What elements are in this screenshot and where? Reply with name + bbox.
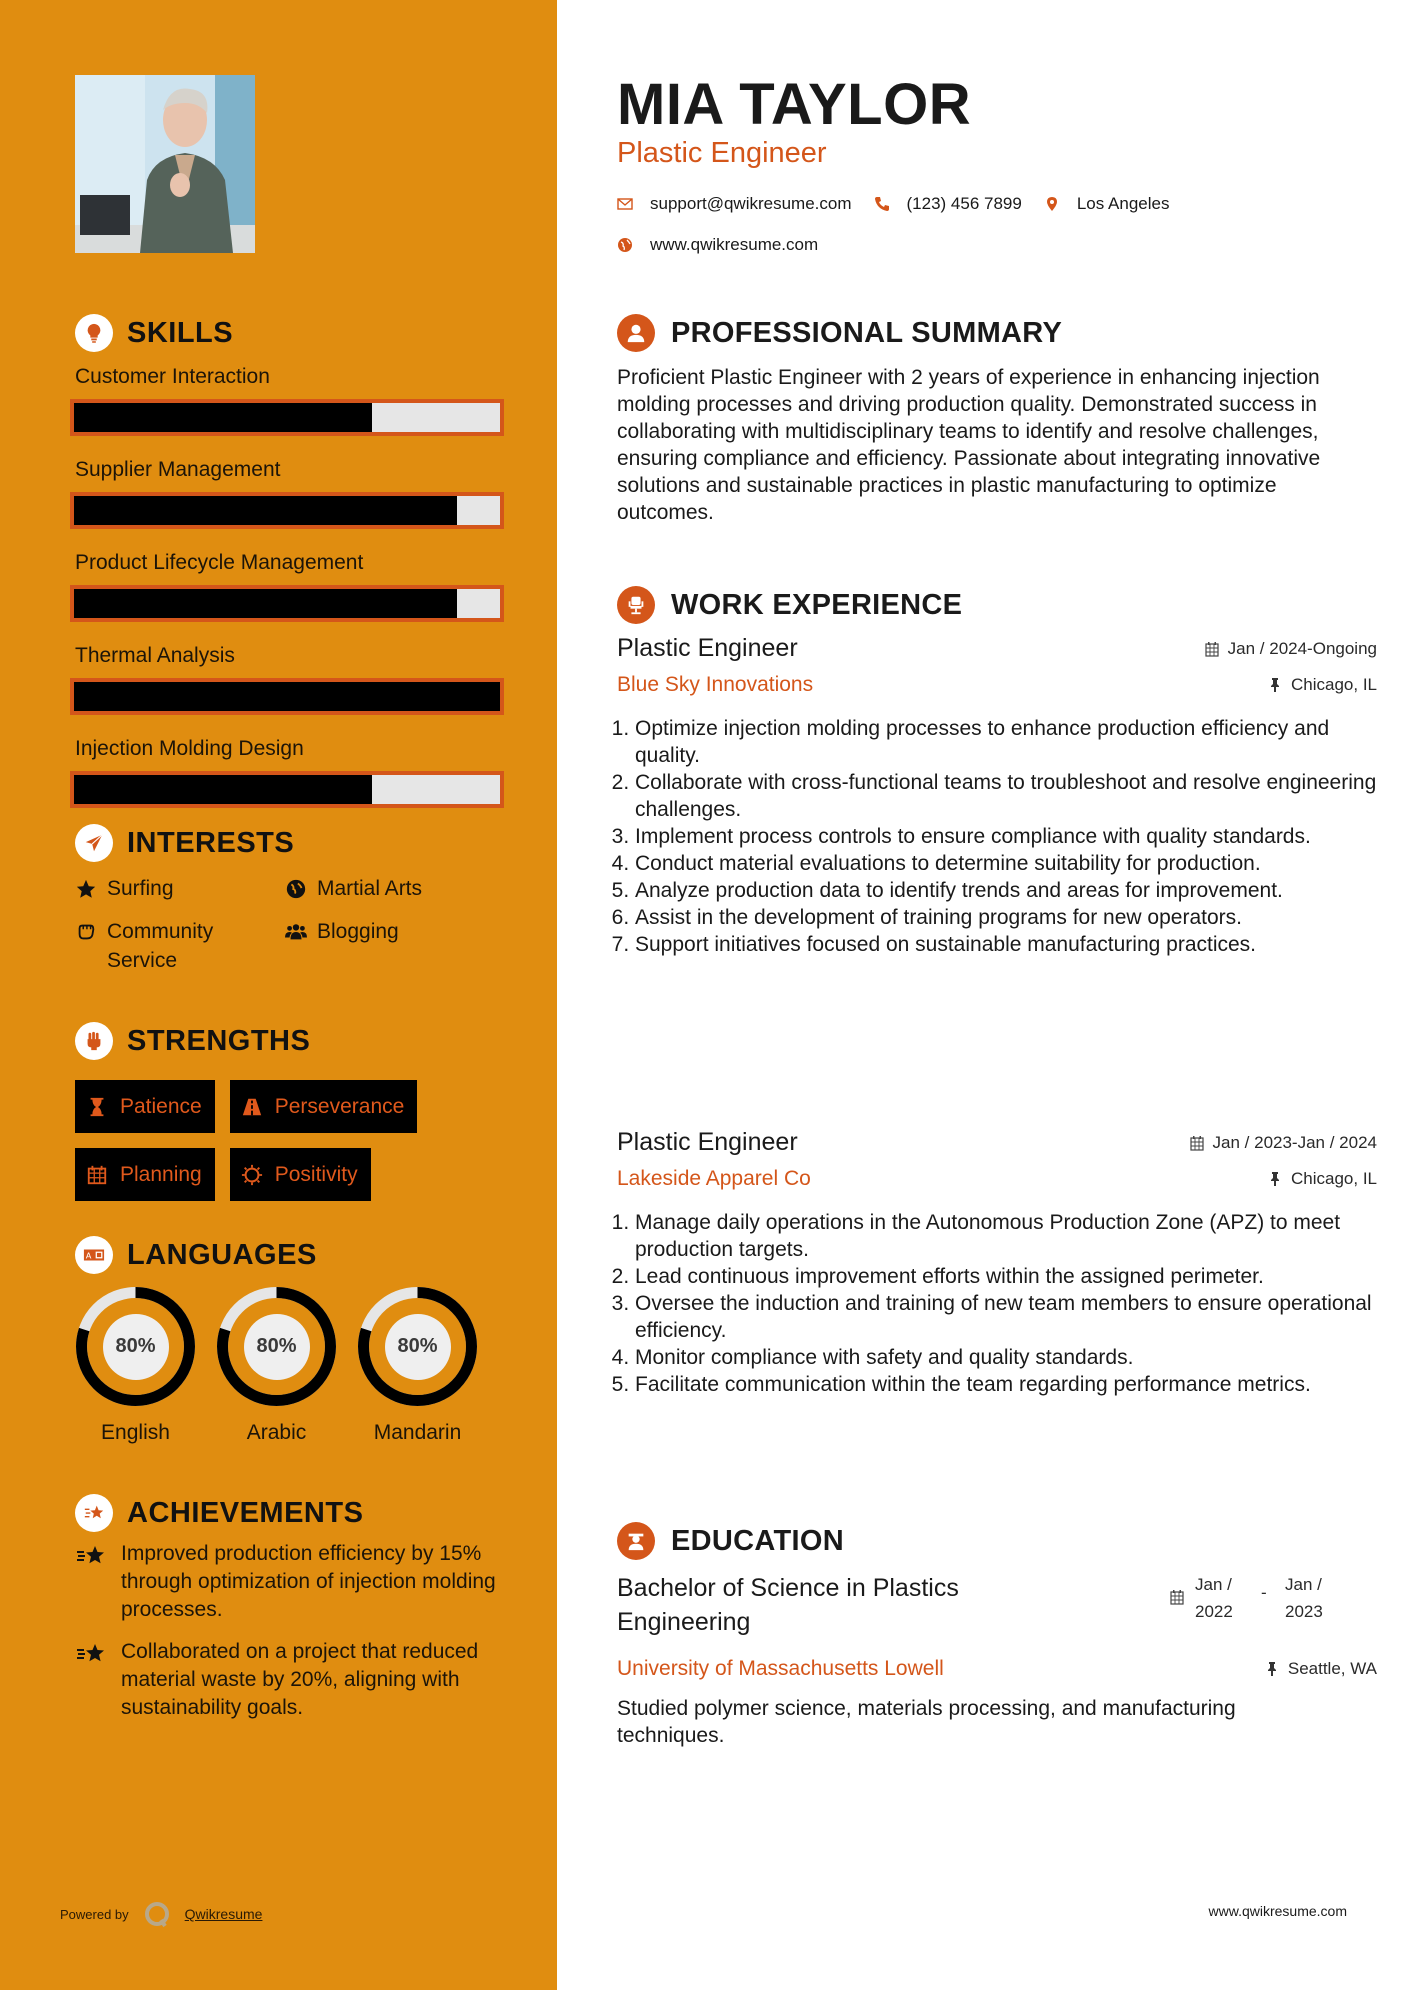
qwikresume-logo-icon xyxy=(143,1898,171,1930)
skill-bar-fill xyxy=(74,589,457,618)
skill-item xyxy=(70,734,504,808)
user-icon xyxy=(617,314,655,352)
skill-label: Supplier Management xyxy=(75,458,281,481)
footer-website[interactable]: www.qwikresume.com xyxy=(1208,1903,1347,1919)
strength-badge xyxy=(230,1080,418,1133)
raised-fist-icon xyxy=(75,1022,113,1060)
achievements-list xyxy=(75,1540,505,1736)
strength-label: Perseverance xyxy=(274,1094,405,1118)
experience-heading xyxy=(617,586,962,624)
responsibility-item: 4. Conduct material evaluations to determine suitability for production. xyxy=(635,850,1377,877)
skill-item xyxy=(70,362,504,436)
star-icon xyxy=(75,874,97,903)
interest-item xyxy=(285,874,505,903)
start-year: 2022 xyxy=(1195,1602,1233,1621)
pushpin-icon xyxy=(1267,677,1283,693)
responsibility-item: 2. Collaborate with cross-functional teams to troubleshoot and resolve engineering challenges. xyxy=(635,769,1377,823)
strength-badge xyxy=(75,1148,215,1201)
education-school: University of Massachusetts Lowell xyxy=(617,1657,944,1680)
job-responsibilities xyxy=(617,1209,1377,1398)
candidate-name: MIA TAYLOR xyxy=(617,72,972,137)
interest-label: Surfing xyxy=(107,877,174,900)
experience-title: WORK EXPERIENCE xyxy=(671,588,963,621)
globe-icon xyxy=(285,874,307,903)
website-text[interactable]: www.qwikresume.com xyxy=(650,235,819,254)
responsibility-item: 1. Manage daily operations in the Autonomous Production Zone (APZ) to meet production targets. xyxy=(635,1209,1377,1263)
envelope-icon xyxy=(617,196,633,212)
strengths-list xyxy=(75,1080,495,1201)
interest-label: Community Service xyxy=(107,920,214,972)
skills-title: SKILLS xyxy=(127,316,234,349)
globe-icon xyxy=(617,237,633,253)
interest-item xyxy=(285,917,505,975)
skill-bar-fill xyxy=(74,682,500,711)
skill-bar xyxy=(70,399,504,436)
contact-row xyxy=(617,194,1191,214)
language-percent: 80% xyxy=(103,1314,169,1380)
hourglass-icon xyxy=(86,1096,108,1118)
profile-photo-image xyxy=(75,75,255,253)
contact-phone xyxy=(874,194,1022,214)
contact-website xyxy=(617,235,818,255)
skill-label: Customer Interaction xyxy=(75,365,270,388)
education-title: EDUCATION xyxy=(671,1524,844,1557)
achievement-text: Collaborated on a project that reduced material waste by 20%, aligning with sustainability goals. xyxy=(121,1640,479,1719)
achievements-title: ACHIEVEMENTS xyxy=(127,1496,364,1529)
language-item xyxy=(357,1286,478,1445)
contact-email xyxy=(617,194,852,214)
skill-item xyxy=(70,455,504,529)
calendar-icon xyxy=(86,1164,108,1186)
education-end-date xyxy=(1285,1571,1341,1625)
end-year: 2023 xyxy=(1285,1602,1323,1621)
language-percent: 80% xyxy=(385,1314,451,1380)
pushpin-icon xyxy=(1264,1661,1280,1677)
responsibility-item: 3. Oversee the induction and training of new team members to ensure operational efficiency. xyxy=(635,1290,1377,1344)
education-location-text: Seattle, WA xyxy=(1287,1659,1377,1678)
skill-label: Product Lifecycle Management xyxy=(75,551,364,574)
education-entry xyxy=(617,1571,1377,1749)
calendar-icon xyxy=(1169,1589,1185,1605)
job-dates xyxy=(1204,639,1377,659)
phone-icon xyxy=(874,196,890,212)
language-progress-ring xyxy=(357,1286,478,1407)
interests-heading xyxy=(75,824,294,862)
summary-heading xyxy=(617,314,1062,352)
job-responsibilities xyxy=(617,715,1377,958)
languages-list xyxy=(75,1286,478,1445)
end-month: Jan / xyxy=(1285,1575,1322,1594)
shooting-star-icon xyxy=(75,1540,109,1624)
location-text: Los Angeles xyxy=(1076,194,1170,213)
responsibility-item: 3. Implement process controls to ensure compliance with quality standards. xyxy=(635,823,1377,850)
responsibility-item: 6. Assist in the development of training programs for new operators. xyxy=(635,904,1377,931)
skill-bar xyxy=(70,585,504,622)
achievement-item xyxy=(75,1540,505,1624)
job-position: Plastic Engineer xyxy=(617,1128,798,1156)
language-progress-ring xyxy=(216,1286,337,1407)
sidebar xyxy=(0,0,557,1990)
calendar-icon xyxy=(1204,641,1220,657)
education-heading xyxy=(617,1522,844,1560)
translate-icon xyxy=(75,1236,113,1274)
job-entry xyxy=(617,634,1377,958)
skill-label: Thermal Analysis xyxy=(75,644,235,667)
office-chair-icon xyxy=(617,586,655,624)
skill-item xyxy=(70,641,504,715)
responsibility-item: 5. Analyze production data to identify trends and areas for improvement. xyxy=(635,877,1377,904)
skill-bar-fill xyxy=(74,496,457,525)
users-icon xyxy=(285,917,307,946)
achievement-item xyxy=(75,1638,505,1722)
education-dates xyxy=(1169,1571,1377,1639)
job-location xyxy=(1267,1169,1377,1189)
interests-title: INTERESTS xyxy=(127,826,295,859)
responsibility-item: 7. Support initiatives focused on sustainable manufacturing practices. xyxy=(635,931,1377,958)
language-name: Arabic xyxy=(246,1421,307,1444)
job-location-text: Chicago, IL xyxy=(1291,675,1377,694)
education-description: Studied polymer science, materials processing, and manufacturing techniques. xyxy=(617,1697,1236,1747)
skill-label: Injection Molding Design xyxy=(75,737,304,760)
svg-text:A: A xyxy=(85,1250,92,1261)
strengths-heading xyxy=(75,1022,310,1060)
interests-list xyxy=(75,874,515,975)
skill-bar xyxy=(70,492,504,529)
interest-item xyxy=(75,917,285,975)
skill-bar xyxy=(70,678,504,715)
lightbulb-icon xyxy=(75,314,113,352)
fist-icon xyxy=(75,917,97,946)
job-company: Lakeside Apparel Co xyxy=(617,1167,811,1190)
strength-badge xyxy=(75,1080,215,1133)
responsibility-item: 5. Facilitate communication within the team regarding performance metrics. xyxy=(635,1371,1377,1398)
strength-label: Patience xyxy=(120,1094,202,1118)
language-progress-ring xyxy=(75,1286,196,1407)
powered-by xyxy=(60,1898,262,1930)
language-percent: 80% xyxy=(244,1314,310,1380)
contact-row-2 xyxy=(617,235,840,255)
skill-item xyxy=(70,548,504,622)
profile-photo xyxy=(75,75,255,253)
education-location xyxy=(1264,1659,1377,1679)
email-text[interactable]: support@qwikresume.com xyxy=(650,194,852,213)
job-dates-text: Jan / 2023-Jan / 2024 xyxy=(1212,1132,1377,1152)
sun-icon xyxy=(241,1164,263,1186)
skills-list xyxy=(70,362,504,827)
job-company: Blue Sky Innovations xyxy=(617,673,814,696)
job-dates xyxy=(1189,1133,1377,1153)
pushpin-icon xyxy=(1267,1171,1283,1187)
achievement-text: Improved production efficiency by 15% through optimization of injection molding processes. xyxy=(121,1542,496,1621)
strengths-title: STRENGTHS xyxy=(127,1024,311,1057)
job-title: Plastic Engineer xyxy=(617,137,827,169)
job-position: Plastic Engineer xyxy=(617,634,798,662)
phone-text[interactable]: (123) 456 7899 xyxy=(906,194,1022,213)
languages-title: LANGUAGES xyxy=(127,1238,317,1271)
paper-plane-icon xyxy=(75,824,113,862)
education-start-date xyxy=(1195,1571,1251,1625)
job-entry xyxy=(617,1128,1377,1398)
main-content xyxy=(557,0,1407,1990)
skill-bar-fill xyxy=(74,775,372,804)
shooting-star-icon xyxy=(75,1638,109,1722)
skill-bar xyxy=(70,771,504,808)
powered-by-label: Powered by xyxy=(60,1906,129,1922)
languages-heading xyxy=(75,1236,317,1274)
start-month: Jan / xyxy=(1195,1575,1232,1594)
skills-heading xyxy=(75,314,233,352)
strength-label: Positivity xyxy=(274,1162,358,1186)
language-name: Mandarin xyxy=(373,1421,462,1444)
shooting-star-icon xyxy=(75,1494,113,1532)
responsibility-item: 4. Monitor compliance with safety and quality standards. xyxy=(635,1344,1377,1371)
summary-text: Proficient Plastic Engineer with 2 years of experience in enhancing injection molding processes and driving production quality. Demonstrated success in collaborating with multidisciplinary teams to identify and resolve challenges, ensuring compliance and efficiency. Passionate about integrating innovative solutions and sustainable practices in plastic manufacturing to optimize outcomes. xyxy=(617,366,1321,524)
language-item xyxy=(216,1286,337,1445)
date-separator: - xyxy=(1261,1583,1267,1602)
summary-title: PROFESSIONAL SUMMARY xyxy=(671,316,1063,349)
language-item xyxy=(75,1286,196,1445)
interest-label: Martial Arts xyxy=(317,877,423,900)
education-degree: Bachelor of Science in Plastics Engineering xyxy=(617,1574,959,1636)
job-location-text: Chicago, IL xyxy=(1291,1169,1377,1188)
skill-bar-fill xyxy=(74,403,372,432)
job-location xyxy=(1267,675,1377,695)
graduate-icon xyxy=(617,1522,655,1560)
map-pin-icon xyxy=(1044,196,1060,212)
responsibility-item: 1. Optimize injection molding processes to enhance production efficiency and quality. xyxy=(635,715,1377,769)
job-dates-text: Jan / 2024-Ongoing xyxy=(1227,638,1377,658)
interest-item xyxy=(75,874,285,903)
responsibility-item: 2. Lead continuous improvement efforts within the assigned perimeter. xyxy=(635,1263,1377,1290)
strength-label: Planning xyxy=(120,1162,202,1186)
language-name: English xyxy=(101,1421,170,1444)
achievements-heading xyxy=(75,1494,363,1532)
road-icon xyxy=(241,1096,263,1118)
strength-badge xyxy=(230,1148,371,1201)
calendar-icon xyxy=(1189,1135,1205,1151)
contact-location xyxy=(1044,194,1170,214)
interest-label: Blogging xyxy=(317,920,399,943)
qwikresume-link[interactable]: Qwikresume xyxy=(184,1906,263,1922)
